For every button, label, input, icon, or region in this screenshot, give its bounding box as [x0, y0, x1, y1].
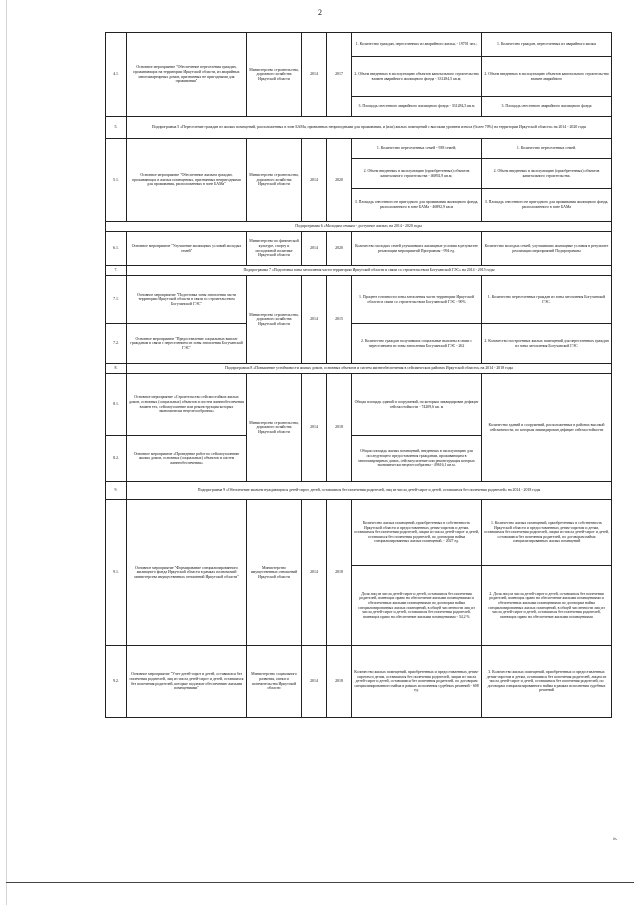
result-cell: 1. Количество жилых помещений, приобретенных в собственность Иркутской области и предоставленных детям-сиротам и детям, оставшимся без попечения родителей, лицам из числа детей-сирот и детей, оставшимся без попечения родителей, по договорам найма специализированных жилых помещений: [482, 500, 612, 566]
row-number: 9.1.: [106, 500, 127, 646]
event-cell: Основное мероприятие "Подготовка зоны затопления части территории Иркутской области в связи со строительством Богучанской ГЭС": [127, 276, 247, 324]
table-row: [106, 500, 612, 566]
row-number: 5.1.: [106, 139, 127, 222]
indicator-cell: 2. Объем введенных в эксплуатацию (приобретенных) объектов капитального строительства - 46892,9 кв.м;: [352, 159, 482, 189]
subprogram-row: [106, 222, 612, 232]
event-cell: Основное мероприятие "Обеспечение переселения граждан, проживающих на территории Иркутской области, из аварийных многоквартирных домов, признанных не пригодными для проживания": [127, 33, 247, 117]
row-number: 8.1.: [106, 374, 127, 436]
year-end-cell: 2020: [327, 139, 352, 222]
row-number: 8.: [106, 364, 127, 374]
subprogram-row: [106, 266, 612, 276]
scan-edge-line: [6, 0, 7, 905]
indicator-cell: Количество жилых помещений, приобретенных и предоставленных детям-сиротам и детям, оставшимся без попечения родителей, лицам из числа детей-сирот и детей, оставшимся без попечения родителей, по договорам специализированного найма в рамках исполнения судебных решений - 608 ед.: [352, 646, 482, 718]
year-start-cell: 2014: [302, 276, 327, 364]
year-end-cell: 2018: [327, 500, 352, 646]
event-cell: Основное мероприятие "Учет детей-сирот и детей, оставшихся без попечения родителей, лиц из числа детей-сирот и детей, оставшихся без попечения родителей, которые подлежат обеспечению жилыми помещениями": [127, 646, 247, 718]
result-cell: Количество зданий и сооружений, расположенных в районах высокой сейсмичности, по которым ликвидирован дефицит сейсмостойкости: [482, 374, 612, 482]
row-number: 6.1.: [106, 232, 127, 266]
executor-cell: Министерство строительства, дорожного хозяйства Иркутской области: [247, 374, 302, 482]
event-cell: Основное мероприятие "Формирование специализированного жилищного фонда Иркутской области в рамках полномочий министерства имущественных отношений Иркутской области": [127, 500, 247, 646]
executor-cell: Министерство по физической культуре, спорту и молодежной политике Иркутской области: [247, 232, 302, 266]
event-cell: Основное мероприятие «Строительство сейсмостойких жилых домов, основных (социальных) объектов и систем жизнеобеспечения взамен тех, сейсмоусиление или реконструкция которых экономически нецелесообразны»: [127, 374, 247, 436]
table-row: [106, 232, 612, 266]
row-number: 9.2.: [106, 646, 127, 718]
result-cell: 1. Количество переселенных семей.: [482, 139, 612, 159]
year-end-cell: 2018: [327, 374, 352, 482]
indicator-cell: Количество жилых помещений, приобретенных в собственность Иркутской области и предоставленных детям-сиротам и детям, оставшимся без попечения родителей, лицам из числа детей-сирот и детей, оставшихся без попечения родителей, по договорам найма специализированных жилых помещений, - 2027 ед.: [352, 500, 482, 566]
result-cell: 1. Количество граждан, переселенных из аварийного жилья: [482, 33, 612, 57]
indicator-cell: 1. Количество граждан, переселенных из аварийного жилья, - 19701 чел.;: [352, 33, 482, 57]
result-cell: 2. Доля лиц из числа детей-сирот и детей, оставшихся без попечения родителей, имеющих право на обеспечение жилыми помещениями и обеспеченных жилыми помещениями по договорам найма специализированных жилых помещений, в общей численности лиц из числа детей-сирот и детей, оставшихся без попечения родителей, имеющих право на обеспечение жилыми помещениями: [482, 566, 612, 646]
indicator-cell: Общая площадь зданий и сооружений, по которым ликвидирован дефицит сейсмостойкости - 74209,6 кв. м: [352, 374, 482, 436]
event-cell: Основное мероприятие "Улучшение жилищных условий молодых семей": [127, 232, 247, 266]
table-row: [106, 324, 612, 364]
indicator-cell: Доля лиц из числа детей-сирот и детей, оставшихся без попечения родителей, имеющих право на обеспечение жилыми помещениями и обеспеченных жилыми помещениями по договорам найма специализированных жилых помещений, в общей численности лиц из числа детей-сирот и детей, оставшихся без попечения родителей, имеющих право на обеспечение жилыми помещениями - 34,2 %: [352, 566, 482, 646]
result-cell: 2. Объем введенных в эксплуатацию (приобретенных) объектов капитального строительства.: [482, 159, 612, 189]
result-cell: 1. Количество переселенных граждан из зоны затопления Богучанской ГЭС.: [482, 276, 612, 324]
result-cell: 2. Количество построенных жилых помещений для переселенных граждан из зоны затопления Богучанской ГЭС: [482, 324, 612, 364]
subprogram-title: Подпрограмма 6 «Молодым семьям - доступное жилье» на 2014 - 2020 годы: [106, 222, 612, 232]
year-start-cell: 2014: [302, 646, 327, 718]
indicator-cell: 2. Количество граждан получивших социальные выплаты в связи с переселением из зоны затопления Богучанской ГЭС - 262: [352, 324, 482, 364]
indicator-cell: 3. Площадь снесенного аварийного жилищного фонда - 331284,5 кв.м: [352, 97, 482, 117]
indicator-cell: Количество молодых семей улучшивших жилищные условия в результате реализации мероприятий Программы - 994 ед.: [352, 232, 482, 266]
indicator-cell: Общая площадь жилых помещений, введенных в эксплуатацию для последующего предоставления гражданам, проживающим в многоквартирных домах, сейсмоусиление или реконструкция которых экономически нецелесообразны - 49616,1 кв.м.: [352, 436, 482, 482]
table-row: [106, 33, 612, 57]
result-cell: Количество молодых семей, улучшивших жилищные условия в результате реализации мероприятий Подпрограммы: [482, 232, 612, 266]
indicator-cell: 2. Объем введенных в эксплуатацию объектов капитального строительства взамен аварийного жилищного фонда - 331284,5 кв.м;: [352, 57, 482, 97]
event-cell: Основное мероприятие "Предоставление социальных выплат гражданам в связи с переселением из зоны затопления Богучанской ГЭС": [127, 324, 247, 364]
subprogram-title: Подпрограмма 5 «Переселение граждан из жилых помещений, расположенных в зоне БАМа, признанных непригодными для проживания, и (или) жилых помещений с высоким уровнем износа (более 70%) на территории Иркутской области» на 2014 - 2020 годы: [127, 117, 612, 139]
subprogram-row: [106, 482, 612, 500]
year-end-cell: 2018: [327, 646, 352, 718]
page-bottom-line: [6, 882, 634, 883]
row-number: 4.1.: [106, 33, 127, 117]
event-cell: Основное мероприятие "Обеспечение жильем граждан, проживающих в жилых помещениях, признанных непригодными для проживания, расположенных в зоне БАМа": [127, 139, 247, 222]
table-row: [106, 139, 612, 159]
subprogram-title: Подпрограмма 9 «Обеспечение жильем нуждающихся детей-сирот, детей, оставшихся без попечения родителей, лиц из числа детей-сирот и детей, оставшихся без попечения родителей» на 2014 - 2018 годы: [127, 482, 612, 500]
executor-cell: Министерство строительства, дорожного хозяйства Иркутской области: [247, 139, 302, 222]
executor-cell: Министерство строительства, дорожного хозяйства Иркутской области: [247, 33, 302, 117]
subprogram-row: [106, 117, 612, 139]
year-start-cell: 2014: [302, 139, 327, 222]
year-start-cell: 2014: [302, 374, 327, 482]
row-number: 9.: [106, 482, 127, 500]
row-number: 7.1.: [106, 276, 127, 324]
executor-cell: Министерство имущественных отношений Иркутской области: [247, 500, 302, 646]
page-number: 2: [318, 8, 322, 17]
result-cell: 2. Объем введенных в эксплуатацию объектов капитального строительства взамен аварийного: [482, 57, 612, 97]
table-row: [106, 276, 612, 324]
row-number: 7.: [106, 266, 127, 276]
year-start-cell: 2014: [302, 232, 327, 266]
year-end-cell: 2020: [327, 232, 352, 266]
row-number: 5.: [106, 117, 127, 139]
result-cell: 3. Площадь снесенного не пригодного для проживания жилищного фонда, расположенного в зоне БАМа: [482, 189, 612, 222]
indicator-cell: 1. Процент готовности зоны затопления части территории Иркутской области в связи со строительством Богучанской ГЭС - 90%: [352, 276, 482, 324]
indicator-cell: 1. Количество переселенных семей - 938 семей;: [352, 139, 482, 159]
subprogram-title: Подпрограмма 8 «Повышение устойчивости жилых домов, основных объектов и систем жизнеобеспечения в сейсмических районах Иркутской области» на 2014 - 2018 годы: [127, 364, 612, 374]
year-start-cell: 2014: [302, 500, 327, 646]
year-end-cell: 2017: [327, 33, 352, 117]
year-end-cell: 2015: [327, 276, 352, 364]
row-number: 8.2.: [106, 436, 127, 482]
year-start-cell: 2014: [302, 33, 327, 117]
executor-cell: Министерство строительства, дорожного хозяйства Иркутской области: [247, 276, 302, 364]
row-number: 7.2.: [106, 324, 127, 364]
table-row: [106, 646, 612, 718]
subprogram-title: Подпрограмма 7 «Подготовка зоны затопления части территории Иркутской области в связи со строительством Богучанской ГЭС» на 2014 - 2015 годы: [127, 266, 612, 276]
result-cell: 3. Площадь снесенного аварийного жилищного фонда: [482, 97, 612, 117]
closing-quote-mark: ».: [613, 836, 618, 842]
result-cell: 3. Количество жилых помещений, приобретенных и предоставленных детям-сиротам и детям, оставшимся без попечения родителей, лицам из числа детей-сирот и детей, оставшимся без попечения родителей, по договорам специализированного найма в рамках исполнения судебных решений: [482, 646, 612, 718]
subprogram-row: [106, 364, 612, 374]
executor-cell: Министерство социального развития, опеки и попечительства Иркутской области: [247, 646, 302, 718]
indicator-cell: 3. Площадь снесенного не пригодного для проживания жилищного фонда, расположенного в зоне БАМа - 46892,9 кв.м: [352, 189, 482, 222]
event-cell: Основное мероприятие «Проведение работ по сейсмоусилению жилых домов, основных (социальных) объектов и систем жизнеобеспечения»: [127, 436, 247, 482]
table-row: [106, 374, 612, 436]
program-events-table: [105, 32, 612, 718]
